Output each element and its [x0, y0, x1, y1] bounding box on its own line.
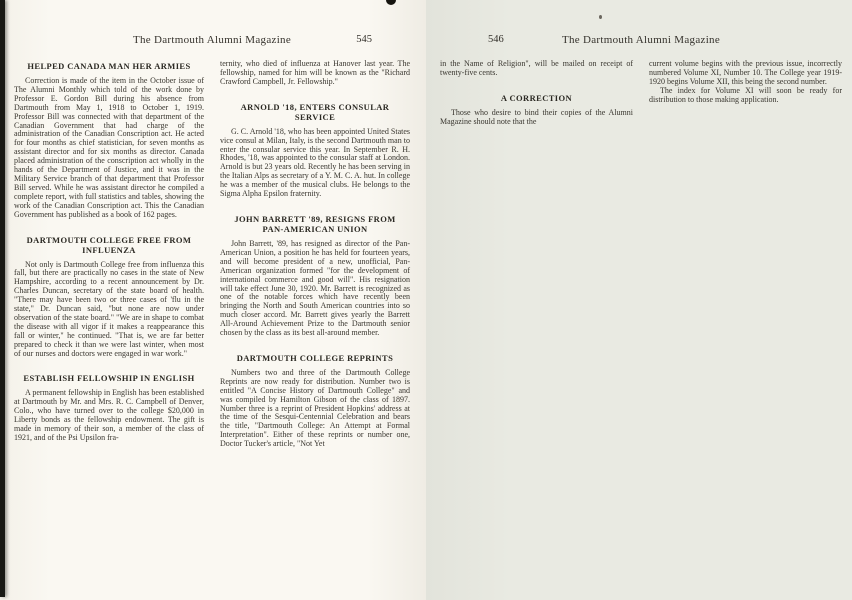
article-paragraph: The index for Volume XI will soon be ready for distribution to those making application. [649, 85, 842, 104]
article-reprints-continuation [440, 60, 633, 78]
right-page-columns [440, 60, 842, 127]
article-heading: HELPED CANADA MAN HER ARMIES [27, 61, 191, 71]
right-page-column-2 [649, 60, 842, 127]
left-page-column-2 [220, 60, 410, 449]
page-number: 546 [488, 34, 504, 45]
article-heading: A CORRECTION [500, 92, 573, 103]
article-influenza [14, 235, 204, 359]
right-page [426, 0, 852, 600]
article-heading: DARTMOUTH COLLEGE REPRINTS [236, 352, 394, 363]
article-fellowship-continuation [220, 60, 410, 87]
article-helped-canada [14, 61, 204, 220]
article-a-correction [440, 93, 633, 127]
magazine-title: The Dartmouth Alumni Magazine [132, 34, 292, 46]
article-correction-continuation [649, 60, 842, 105]
article-paragraph: Numbers two and three of the Dartmouth College Reprints are now ready for distribution. Number two is entitled "A Concise History of Dartmouth College" and was compiled by Hamilton Gibson of the class of 1897. Number three is a reprint of President Hopkins' address at the time of the Sesqui-Centennial Celebration and bears the title, "Dartmouth College: An Attempt at Formal Interpretation". Either of these reprints or number one, Doctor Tucker's article, "Not Yet [220, 367, 410, 449]
scan-speck [599, 15, 602, 19]
article-heading: JOHN BARRETT '89, RESIGNS FROM PAN-AMERICAN UNION [234, 213, 396, 234]
page-number: 545 [356, 34, 372, 45]
magazine-title: The Dartmouth Alumni Magazine [561, 34, 721, 46]
article-paragraph-continuation: current volume begins with the previous issue, incorrectly numbered Volume XI, Number 10. The College year 1919-1920 begins Volume XII, this being the second number. [649, 59, 842, 86]
article-paragraph: A permanent fellowship in English has been established at Dartmouth by Mr. and Mrs. R. C. Campbell of Denver, Colo., who have turned over to the college $20,000 in Liberty bonds as the fellowship endowment. The gift is made in memory of their son, a member of the class of 1921, and of the Psi Upsilon fra- [14, 388, 204, 442]
article-heading: ARNOLD '18, ENTERS CONSULAR SERVICE [240, 101, 390, 122]
article-paragraph-continuation: in the Name of Religion", will be mailed on receipt of twenty-five cents. [440, 59, 633, 77]
article-fellowship [14, 373, 204, 442]
article-paragraph-continuation: ternity, who died of influenza at Hanover last year. The fellowship, named for him will be known as the "Richard Crawford Campbell, Jr. Fellowship." [220, 59, 410, 86]
article-arnold-consular [220, 102, 410, 199]
article-john-barrett [220, 214, 410, 338]
article-paragraph: G. C. Arnold '18, who has been appointed United States vice consul at Milan, Italy, is the second Dartmouth man to enter the consular service this year. In September R. H. Rhodes, '18, was appointed to the consular staff at London. Arnold is but 23 years old. Recently he has been serving in the Italian Alps as secretary of a Y. M. C. A. hut. In college he was a member of the musical clubs. He belongs to the Sigma Alpha Epsilon fraternity. [220, 126, 410, 199]
article-paragraph: John Barrett, '89, has resigned as director of the Pan-American Union, a position he has held for fourteen years, and will become president of a new, unofficial, Pan-American organization formed "for the development of international commerce and good will". His resignation will take effect June 30, 1920. Mr. Barrett is recognized as one of the notable forces which have recently been bringing the North and South American countries into so much closer accord. Mr. Barrett gives yearly the Barrett All-Around Achievement Prize to the Dartmouth senior chosen by the class as its best all-around member. [220, 238, 410, 338]
right-page-header [440, 34, 842, 48]
left-page-columns [14, 60, 410, 449]
article-paragraph: Correction is made of the item in the October issue of The Alumni Monthly which told of the work done by Professor E. Gordon Bill during his absence from Dartmouth from May 1, 1918 to October 1, 1919. Professor Bill was connected with that department of the Canadian Government that had charge of the administration of the Canadian Conscription act. He acted for four months as chief statistician, for seven months as assistant director and for six months as director. Canada placed administration of the conscription act wholly in the hands of the Department of Justice, and it was in the Military Service branch of that department that Professor Bill served. While he was assistant director he compiled a complete report, with full statistics and tables, showing the work of the Canadian Conscription act. This the Canadian Government has published as a book of 162 pages. [14, 76, 204, 219]
right-page-column-1 [440, 60, 633, 127]
article-paragraph: Those who desire to bind their copies of the Alumni Magazine should note that the [440, 107, 633, 126]
article-reprints [220, 353, 410, 449]
left-page-column-1 [14, 60, 204, 449]
article-paragraph: Not only is Dartmouth College free from influenza this fall, but there are practically no cases in the state of New Hampshire, according to a recent announcement by Dr. Charles Duncan, secretary of the state board of health. "There may have been two or three cases of 'flu in the state," Dr. Duncan said, "but none are now under observation of the state board." "We are in shape to combat the disease with all vigor if it makes a reappearance this fall or winter," he continued. "That is, we are far better prepared to check it than we were last winter, when most of our nurses and doctors were engaged in war work." [14, 259, 204, 358]
left-page-header [14, 34, 410, 48]
article-heading: DARTMOUTH COLLEGE FREE FROM INFLUENZA [26, 234, 192, 255]
article-heading: ESTABLISH FELLOWSHIP IN ENGLISH [23, 373, 195, 384]
scan-binding-edge [0, 0, 5, 597]
